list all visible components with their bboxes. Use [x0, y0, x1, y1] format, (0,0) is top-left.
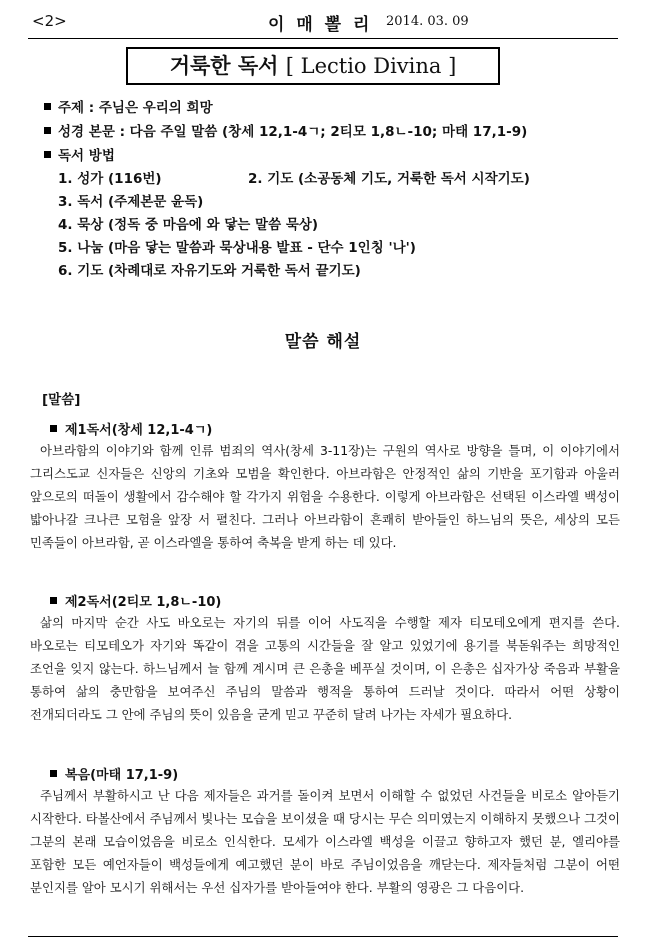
step-5: 5. 나눔 (마음 닿는 말씀과 묵상내용 발표 - 단수 1인칭 '나')	[58, 240, 416, 256]
word-tag: [말씀]	[42, 392, 81, 408]
step-4: 4. 묵상 (정독 중 마음에 와 닿는 말씀 묵상)	[58, 217, 319, 233]
second-reading-heading: 제2독서(2티모 1,8ㄴ-10)	[50, 591, 221, 610]
title-korean: 거룩한 독서	[169, 54, 279, 78]
first-reading-text: 아브라함의 이야기와 함께 인류 범죄의 역사(창세 3-11장)는 구원의 역사로 방향을 틀며, 이 이야기에서 그리스도교 신자들은 신앙의 기초와 모범을 확인한다. 아브라함은 안정적인 삶의 기반을 포기함과 아울러 앞으로의 떠돌이 생활에서 감수해야 할 각가지 위험을 수용한다. 이렇게 아브라함은 선택된 이스라엘 백성이 밟아나갈 크나큰 모험을 앞장 서 펼친다. 그러나 아브라함이 흔쾌히 받아들인 하느님의 뜻은, 세상의 모든 민족들이 아브라함, 곧 이스라엘을 통하여 축복을 받게 하는 데 있다.	[30, 443, 620, 550]
newsletter-name: 이 매 뽈 리	[268, 15, 373, 35]
issue-date: 2014. 03. 09	[386, 14, 469, 29]
step-1: 1. 성가 (116번)	[58, 171, 162, 187]
header-rule	[28, 38, 618, 39]
readings-line: 성경 본문 : 다음 주일 말씀 (창세 12,1-4ㄱ; 2티모 1,8ㄴ-10; 마태 17,1-9)	[44, 120, 527, 140]
page-header	[28, 8, 618, 36]
second-reading-text: 삶의 마지막 순간 사도 바오로는 자기의 뒤를 이어 사도직을 수행할 제자 티모테오에게 편지를 쓴다. 바오로는 티모테오가 자기와 똑같이 겪을 고통의 시간들을 잘 알고 있었기에 용기를 북돋워주는 희망적인 조언을 잊지 않는다. 하느님께서 늘 함께 계시며 큰 은총을 베푸실 것이며, 이 은총은 십자가상 죽음과 부활을 통하여 삶의 충만함을 보여주신 주님의 말씀과 행적을 통하여 드러날 것이다. 따라서 어떤 상황이 전개되더라도 그 안에 주님의 뜻이 있음을 굳게 믿고 꾸준히 달려 나가는 자세가 필요하다.	[30, 615, 620, 722]
section-title-box	[126, 47, 500, 85]
square-bullet-icon	[44, 103, 51, 110]
gospel-text: 주님께서 부활하시고 난 다음 제자들은 과거를 돌이켜 보면서 이해할 수 없었던 사건들을 비로소 알아듣기 시작한다. 타볼산에서 주님께서 빛나는 모습을 보이셨을 때 당시는 무슨 의미였는지 이해하지 못했으나 그것이 그분의 본래 모습이었음을 비로소 인식한다. 모세가 이스라엘 백성을 이끌고 향하고자 했던 분, 엘리야를 포함한 모든 예언자들이 백성들에게 예고했던 분이 바로 주님이었음을 깨닫는다. 제자들처럼 그분이 어떤 분인지를 알아 모시기 위해서는 우선 십자가를 받아들여야 한다. 부활의 영광은 그 다음이다.	[30, 788, 620, 895]
step-3: 3. 독서 (주제본문 윤독)	[58, 194, 204, 210]
footer-rule	[28, 936, 618, 937]
title-latin: [ Lectio Divina ]	[285, 54, 457, 78]
step-6: 6. 기도 (차례대로 자유기도와 거룩한 독서 끝기도)	[58, 263, 361, 279]
theme-line: 주제 : 주님은 우리의 희망	[44, 96, 213, 116]
commentary-title: 말씀 해설	[284, 332, 362, 352]
square-bullet-icon	[50, 597, 57, 604]
square-bullet-icon	[50, 425, 57, 432]
square-bullet-icon	[50, 770, 57, 777]
method-label: 독서 방법	[44, 144, 115, 164]
square-bullet-icon	[44, 127, 51, 134]
first-reading-heading: 제1독서(창세 12,1-4ㄱ)	[50, 419, 212, 438]
page-number: <2>	[32, 12, 67, 30]
gospel-heading: 복음(마태 17,1-9)	[50, 764, 178, 783]
step-2: 2. 기도 (소공동체 기도, 거룩한 독서 시작기도)	[248, 171, 530, 187]
square-bullet-icon	[44, 151, 51, 158]
